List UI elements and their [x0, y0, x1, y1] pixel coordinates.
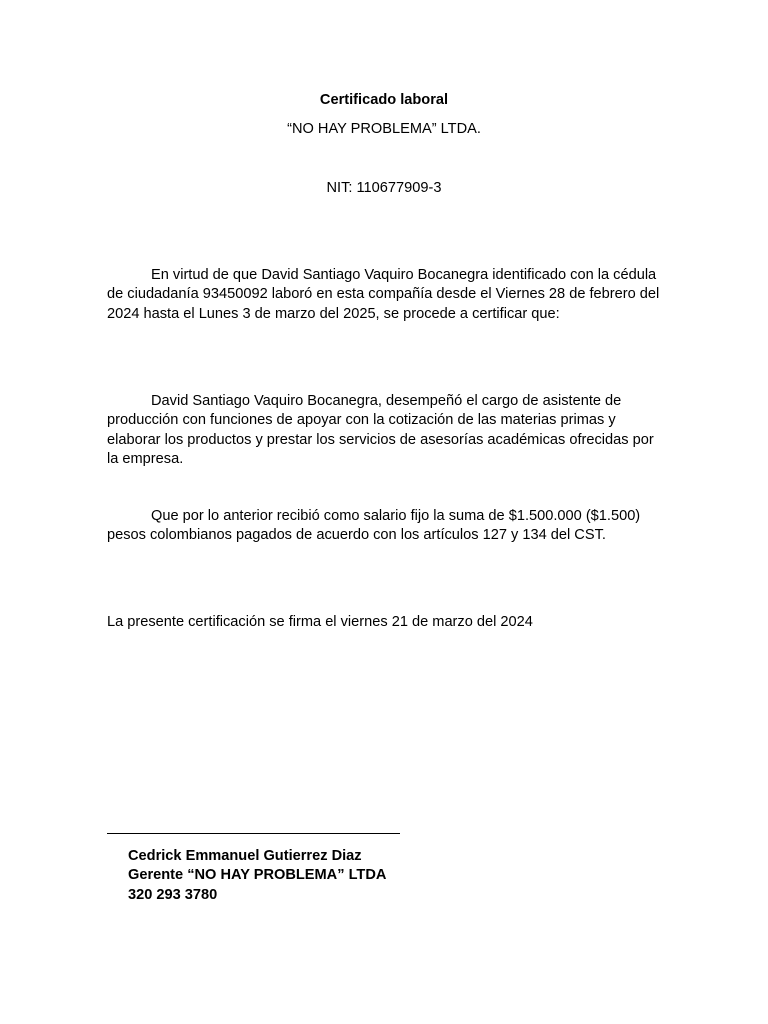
company-name: “NO HAY PROBLEMA” LTDA.: [287, 121, 481, 137]
signature-block: [128, 847, 386, 905]
company-nit: NIT: 110677909-3: [326, 180, 442, 196]
paragraph-text: David Santiago Vaquiro Bocanegra, desempeñó el cargo de asistente de producción con funciones de apoyar con la cotización de las materias primas y elaborar los productos y prestar los servicios de asesorías académicas ofrecidas por la empresa.: [107, 393, 654, 467]
paragraph-employment-period: [107, 266, 663, 324]
signer-role: Gerente “NO HAY PROBLEMA” LTDA: [128, 867, 387, 884]
signer-name: Cedrick Emmanuel Gutierrez Diaz: [128, 848, 362, 864]
signer-phone: 320 293 3780: [128, 886, 218, 903]
paragraph-salary: [107, 507, 663, 546]
signature-line: [107, 833, 400, 834]
paragraph-signing-date: La presente certificación se firma el viernes 21 de marzo del 2024: [107, 614, 533, 630]
document-title: Certificado laboral: [319, 92, 449, 108]
paragraph-job-role: [107, 392, 663, 469]
paragraph-text: En virtud de que David Santiago Vaquiro Bocanegra identificado con la cédula de ciudadanía 93450092 laboró en esta compañía desde el Viernes 28 de febrero del 2024 hasta el Lunes 3 de marzo del 2025, se procede a certificar que:: [107, 267, 660, 322]
paragraph-text: Que por lo anterior recibió como salario fijo la suma de $1.500.000 ($1.500) pesos colombianos pagados de acuerdo con los artículos 127 y 134 del CST.: [107, 508, 641, 544]
